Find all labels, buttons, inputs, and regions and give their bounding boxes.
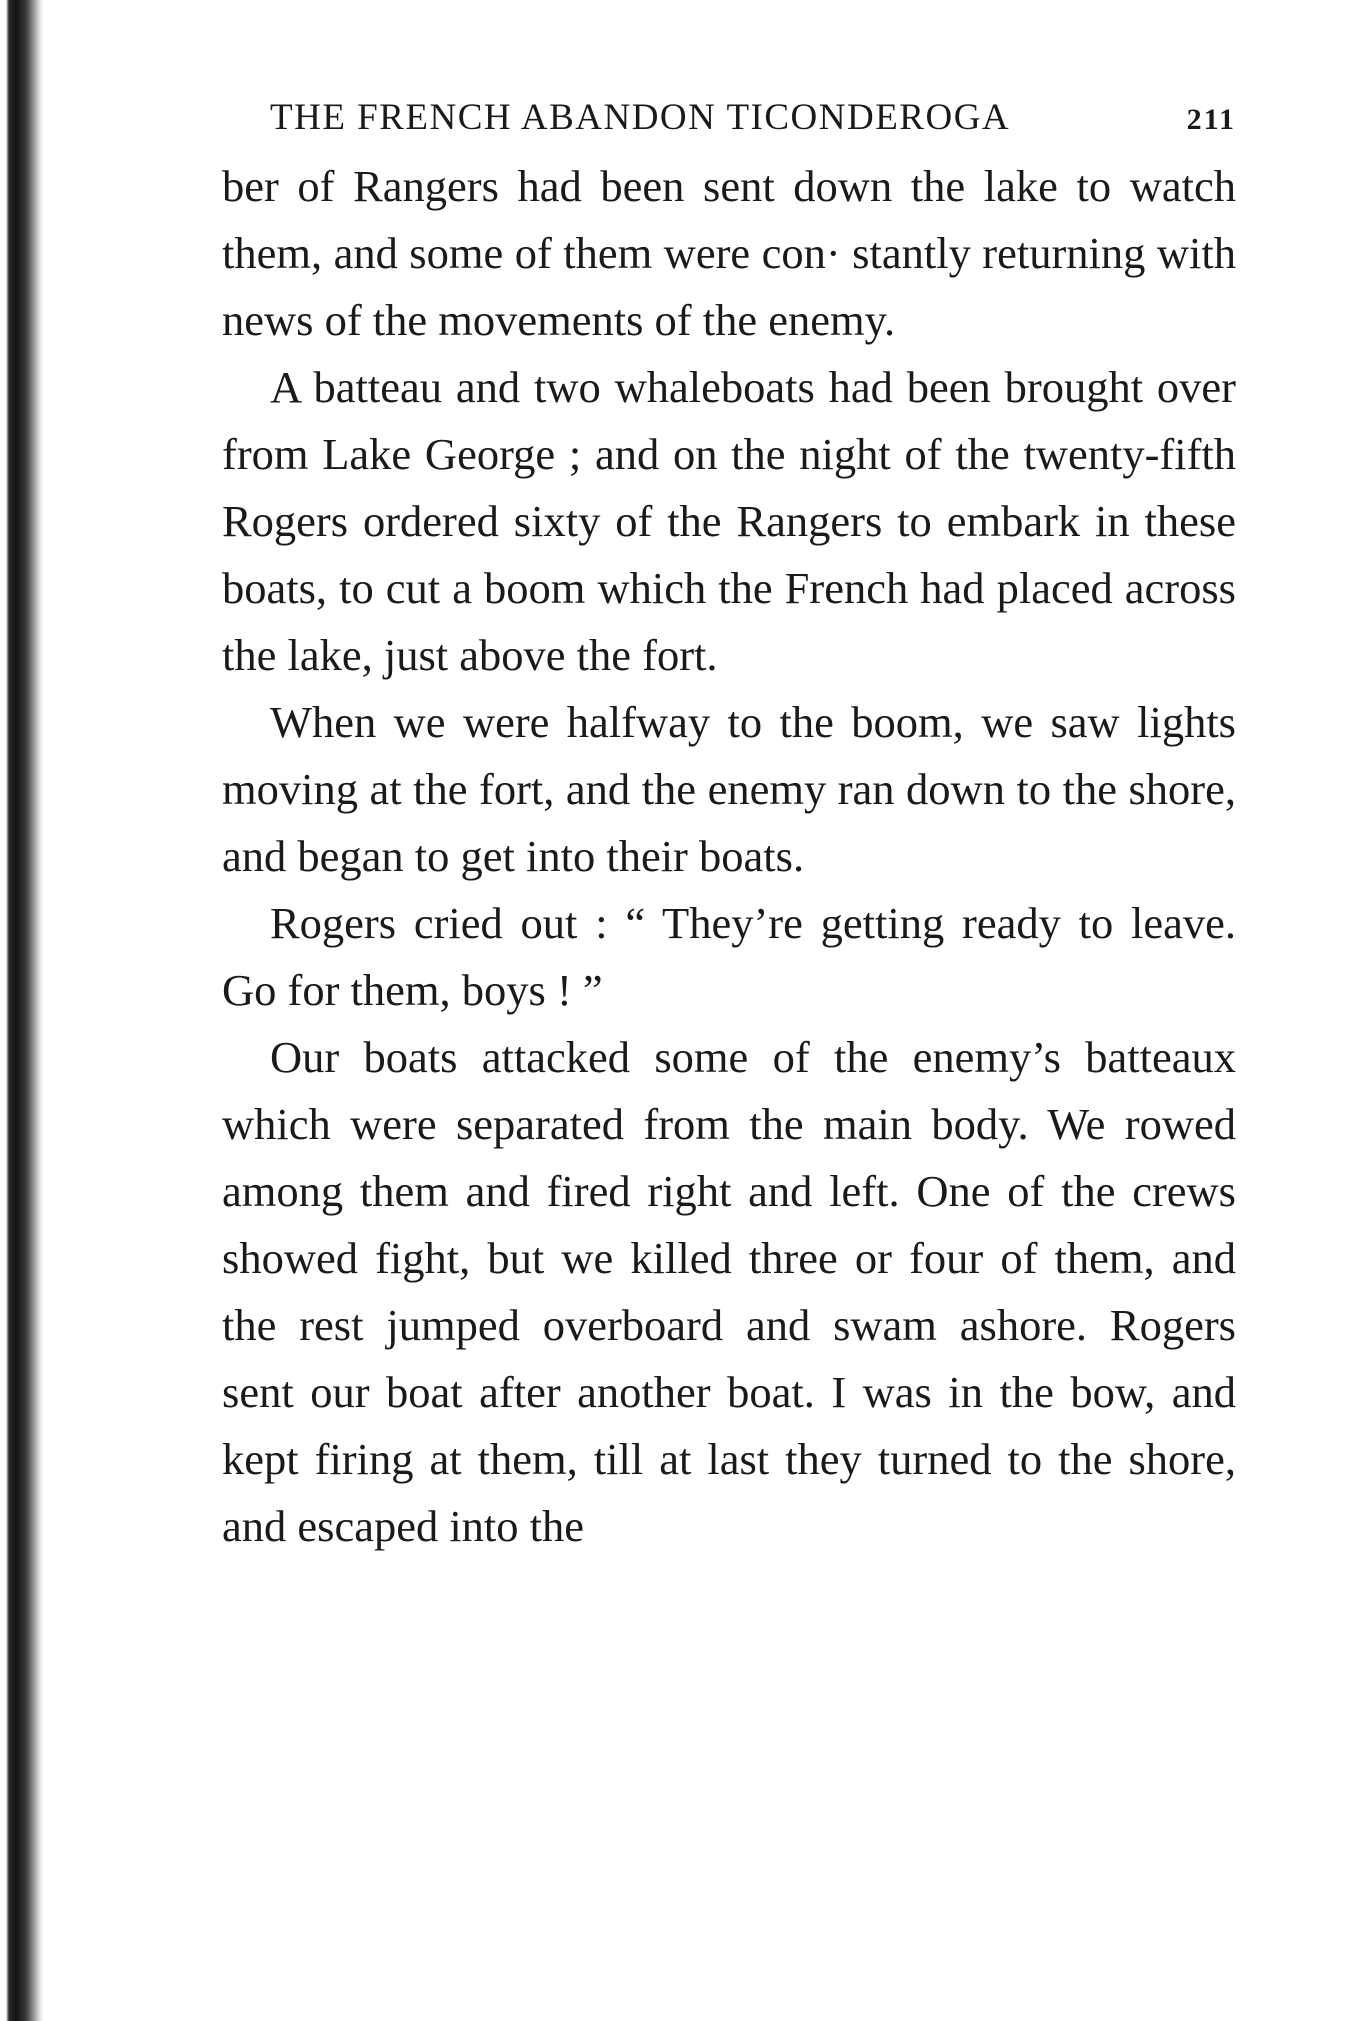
paragraph-5: Our boats attacked some of the enemy’s batteaux which were separated from the main body. We rowed among them and fired right and left. One of the crews showed fight, but we killed three or four of them, and the rest jumped overboard and swam ashore. Rogers sent our boat after another boat. I was in the bow, and kept firing at them, till at last they turned to the shore, and escaped into the: [222, 1032, 1236, 1551]
book-page: [222, 96, 1236, 1560]
running-head-title: THE FRENCH ABANDON TICONDEROGA: [270, 97, 1011, 138]
running-head: [270, 96, 1236, 139]
page-number: 211: [1186, 103, 1236, 136]
paragraph-1: ber of Rangers had been sent down the lake to watch them, and some of them were con· stantly returning with news of the movements of the enemy.: [222, 161, 1236, 345]
paragraph-4: Rogers cried out : “ They’re getting ready to leave. Go for them, boys ! ”: [222, 898, 1236, 1015]
paragraph-2: A batteau and two whaleboats had been brought over from Lake George ; and on the night of the twenty-fifth Rogers ordered sixty of the Rangers to embark in these boats, to cut a boom which the French had placed across the lake, just above the fort.: [222, 362, 1236, 680]
paragraph-3: When we were halfway to the boom, we saw lights moving at the fort, and the enemy ran down to the shore, and began to get into their boats.: [222, 697, 1236, 881]
binding-edge-shadow: [0, 0, 44, 2021]
